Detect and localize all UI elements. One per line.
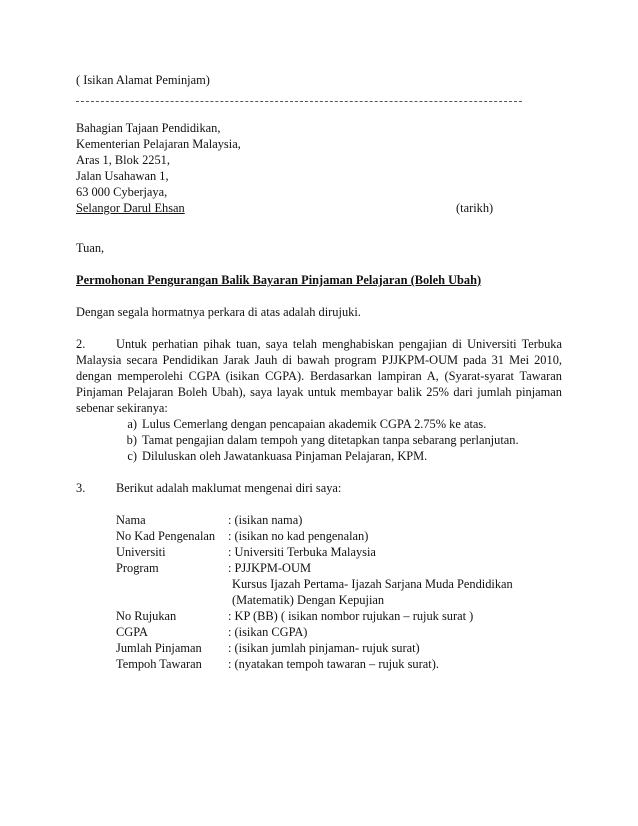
info-row-nama: Nama : (isikan nama) — [116, 513, 303, 527]
info-row-rujukan: No Rujukan : KP (BB) ( isikan nombor rujukan – rujuk surat ) — [116, 609, 474, 623]
info-row-universiti: Universiti : Universiti Terbuka Malaysia — [116, 545, 376, 559]
recipient-state: Selangor Darul Ehsan — [76, 201, 185, 215]
paragraph-2-row: Pinjaman Pelajaran Boleh Ubah), saya layak untuk membayar balik 25% dari jumlah pinjaman — [76, 385, 562, 399]
paragraph-2-row: dengan memperolehi CGPA (isikan CGPA). Berdasarkan lampiran A, (Syarat-syarat Tawaran — [76, 369, 562, 383]
program-continuation-line: Kursus Ijazah Pertama- Ijazah Sarjana Muda Pendidikan — [232, 577, 513, 591]
recipient-line: 63 000 Cyberjaya, — [76, 185, 168, 199]
paragraph-2-row: 2. Untuk perhatian pihak tuan, saya telah menghabiskan pengajian di Universiti Terbuka — [76, 337, 562, 351]
letter-subject: Permohonan Pengurangan Balik Bayaran Pinjaman Pelajaran (Boleh Ubah) — [76, 273, 482, 287]
paragraph-3-intro: 3. Berikut adalah maklumat mengenai diri saya: — [76, 481, 342, 495]
recipient-line: Jalan Usahawan 1, — [76, 169, 169, 183]
condition-item: a) Lulus Cemerlang dengan pencapaian akademik CGPA 2.75% ke atas. — [127, 417, 487, 431]
info-row-tempoh-tawaran: Tempoh Tawaran : (nyatakan tempoh tawaran – rujuk surat). — [116, 657, 439, 671]
condition-item: c) Diluluskan oleh Jawatankuasa Pinjaman Pelajaran, KPM. — [127, 449, 428, 463]
condition-item: b) Tamat pengajian dalam tempoh yang ditetapkan tanpa sebarang perlanjutan. — [126, 433, 519, 447]
info-row-cgpa: CGPA : (isikan CGPA) — [116, 625, 308, 639]
paragraph-2 — [76, 336, 562, 416]
program-continuation-line: (Matematik) Dengan Kepujian — [232, 593, 385, 607]
salutation: Tuan, — [76, 241, 105, 255]
paragraph-number: 3. — [76, 481, 86, 495]
info-row-jumlah-pinjaman: Jumlah Pinjaman : (isikan jumlah pinjaman- rujuk surat) — [116, 641, 420, 655]
intro-sentence: Dengan segala hormatnya perkara di atas adalah dirujuki. — [76, 305, 361, 319]
recipient-line: Kementerian Pelajaran Malaysia, — [76, 137, 241, 151]
recipient-line: Bahagian Tajaan Pendidikan, — [76, 121, 221, 135]
paragraph-number: 2. — [76, 337, 86, 351]
info-row-ic: No Kad Pengenalan : (isikan no kad pengenalan) — [116, 529, 369, 543]
info-row-program: Program : PJJKPM-OUM — [116, 561, 311, 575]
paragraph-2-row: Malaysia secara Pendidikan Jarak Jauh di bawah program PJJKPM-OUM pada 31 Mei 2010, — [76, 353, 562, 367]
recipient-line: Aras 1, Blok 2251, — [76, 153, 170, 167]
sender-address-placeholder: ( Isikan Alamat Peminjam) — [76, 73, 210, 87]
paragraph-2-row: sebenar sekiranya: — [76, 401, 168, 415]
sender-address-rule — [76, 101, 522, 102]
date-placeholder: (tarikh) — [456, 201, 494, 215]
